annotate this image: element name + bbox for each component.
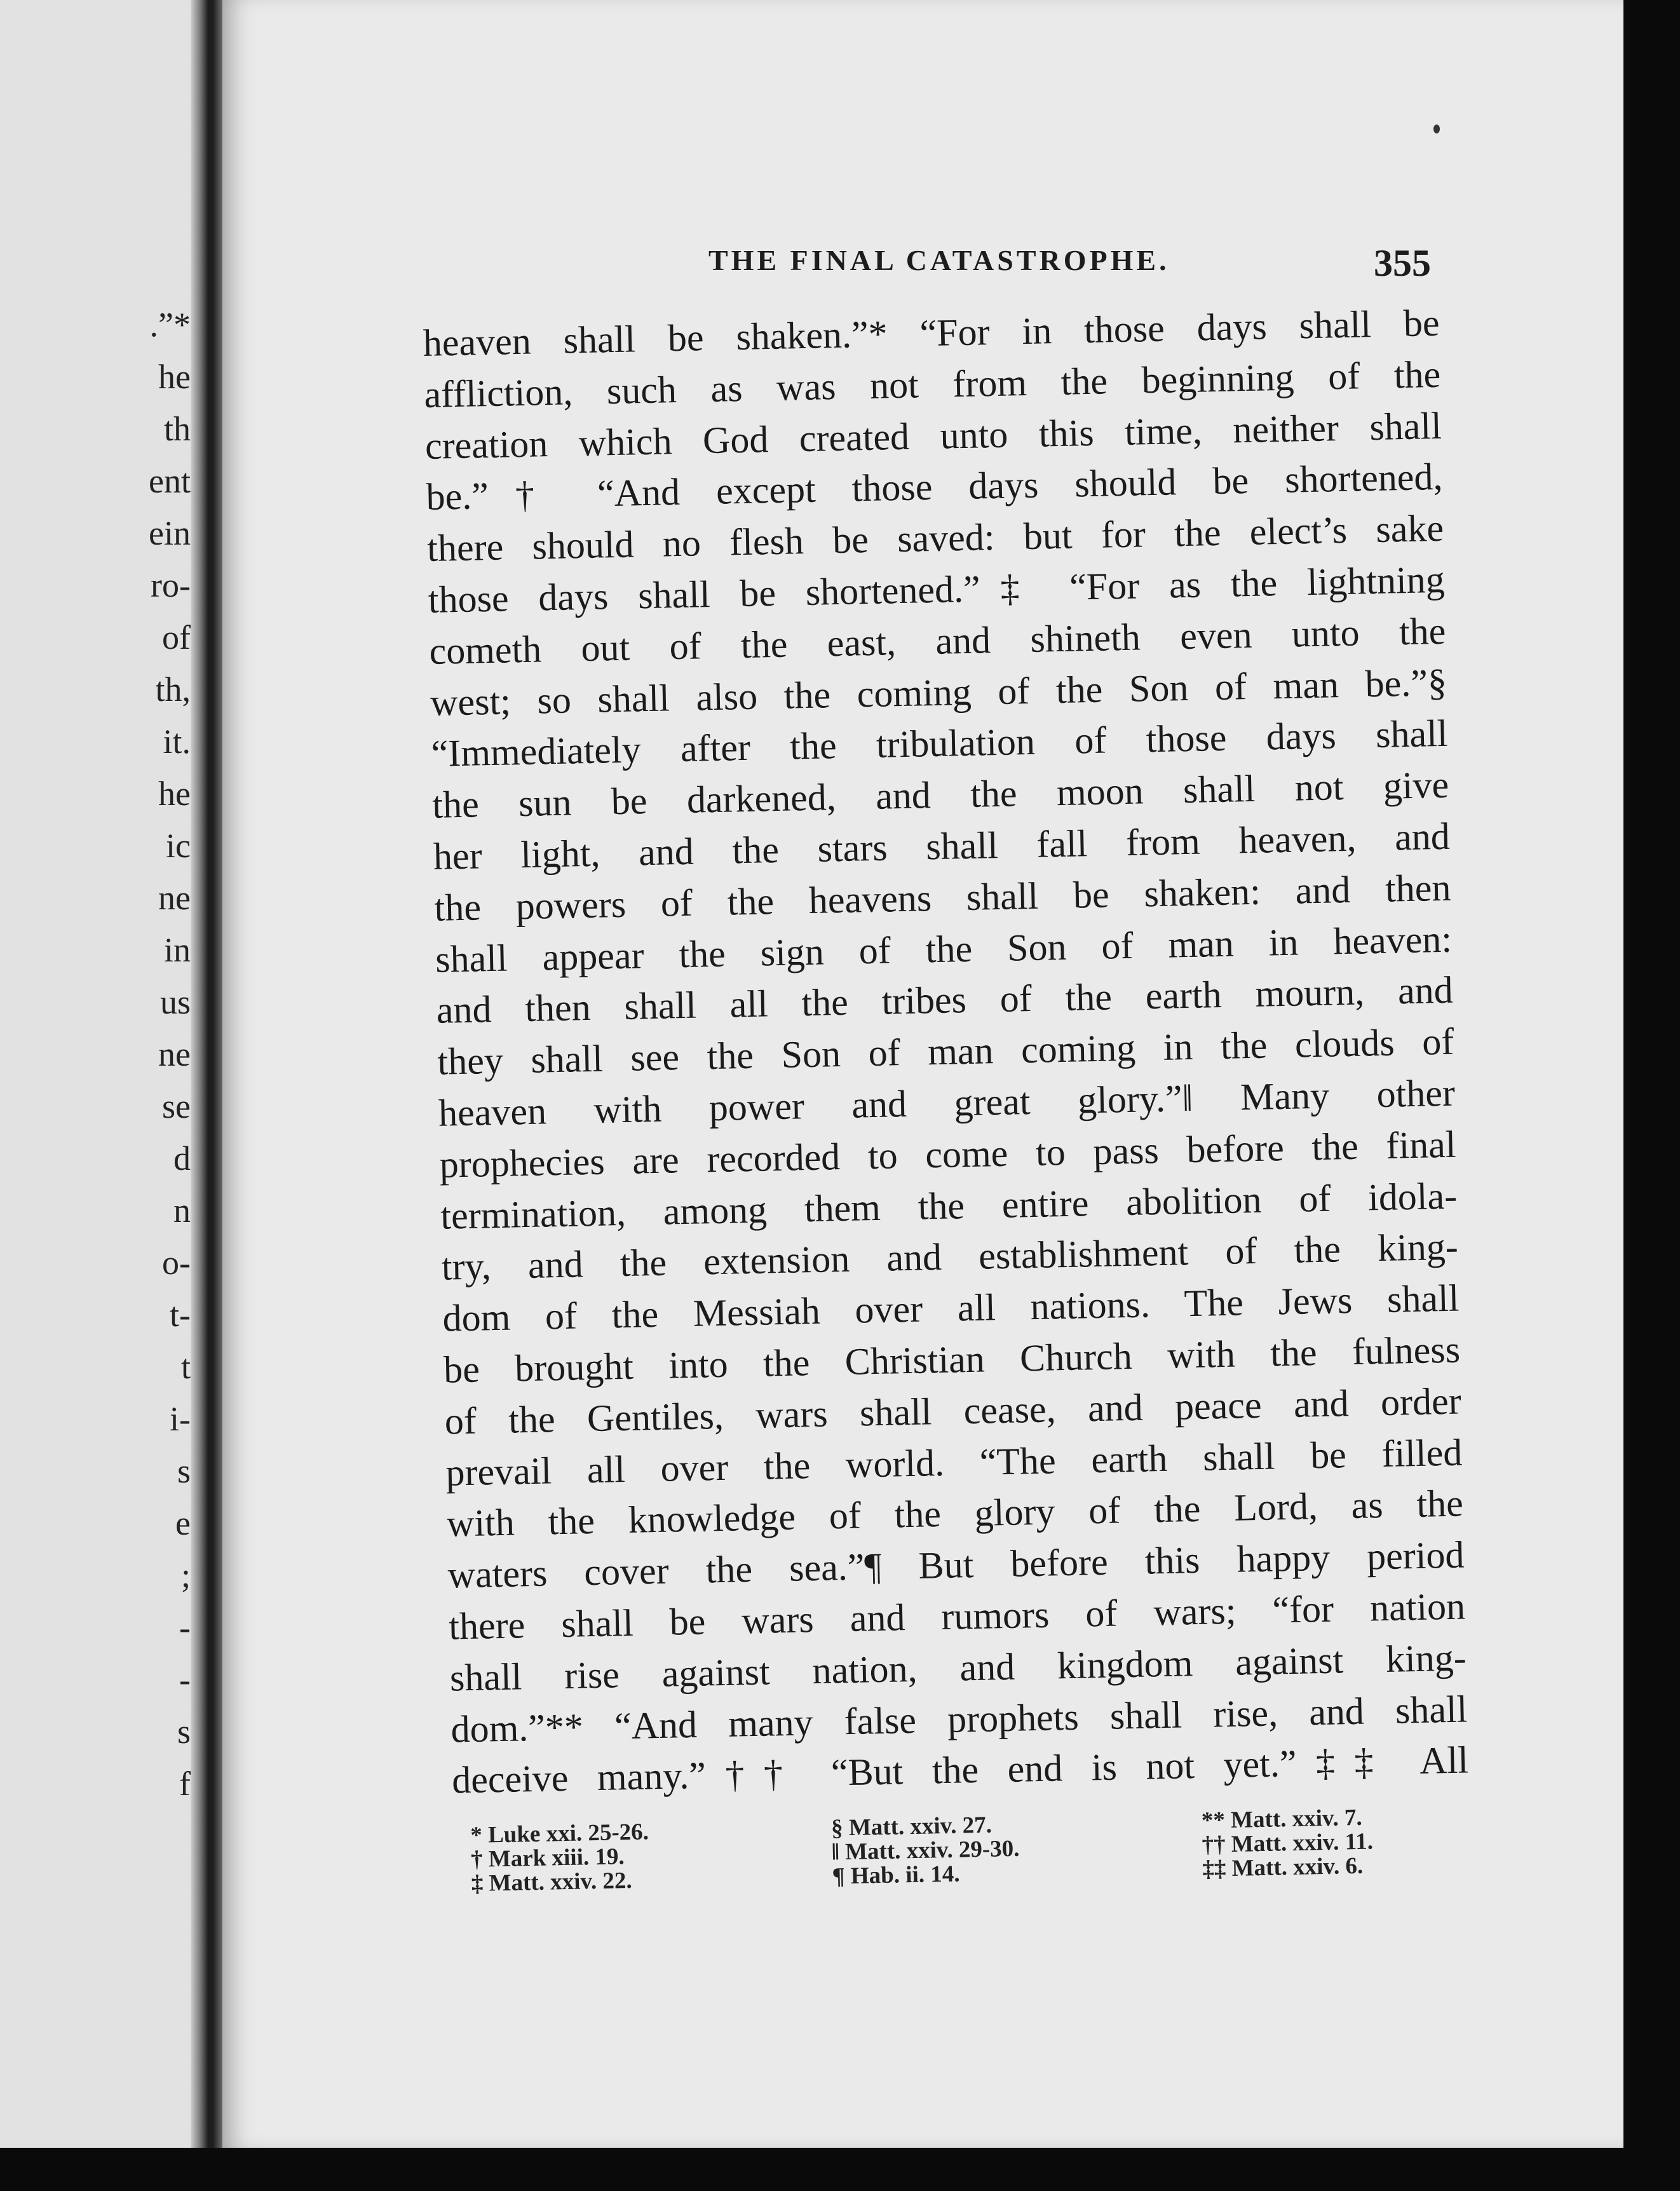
text-line: heaven with power and great glory.”‖ Many other <box>438 1071 1456 1134</box>
footnote: § Matt. xxiv. 27. <box>830 1812 992 1842</box>
page-number: 355 <box>1374 242 1431 284</box>
body-paragraph <box>423 297 1469 1807</box>
edge-fragment: e <box>175 1504 191 1542</box>
edge-fragment: us <box>159 983 191 1021</box>
text-line: dom.”** “And many false prophets shall rise, and shall <box>450 1687 1468 1751</box>
footnote: † Mark xiii. 19. <box>470 1843 625 1873</box>
text-line: of the Gentiles, wars shall cease, and peace and order <box>444 1380 1462 1442</box>
text-line: dom of the Messiah over all nations. The Jews shall <box>442 1277 1460 1340</box>
edge-fragment: i- <box>170 1400 191 1438</box>
text-line: “Immediately after the tribulation of those days shall <box>431 712 1449 775</box>
running-head: THE FINAL CATASTROPHE. <box>708 244 1170 276</box>
text-line: with the knowledge of the glory of the Lord, as the <box>446 1482 1464 1545</box>
text-line: and then shall all the tribes of the earth mourn, and <box>436 969 1454 1032</box>
edge-fragment: o- <box>162 1244 191 1282</box>
edge-fragment: s <box>177 1452 191 1490</box>
edge-fragment: se <box>162 1087 191 1125</box>
edge-fragment: ic <box>166 827 191 865</box>
footnote: ‡‡ Matt. xxiv. 6. <box>1202 1852 1364 1882</box>
facing-page-edge-text <box>0 299 191 1810</box>
edge-fragment: t- <box>170 1296 191 1334</box>
edge-fragment: of <box>162 618 191 656</box>
text-line: shall rise against nation, and kingdom against king- <box>449 1636 1467 1699</box>
footnote: ¶ Hab. ii. 14. <box>832 1861 960 1890</box>
edge-fragment: in <box>163 931 191 969</box>
edge-fragment: f <box>179 1765 191 1803</box>
edge-fragment: ent <box>149 462 191 500</box>
text-line: there shall be wars and rumors of wars; “for nation <box>448 1585 1466 1648</box>
edge-fragment: - <box>179 1660 191 1699</box>
text-line: the sun be darkened, and the moon shall not give <box>431 763 1449 827</box>
text-line: those days shall be shortened.”‡ “For as the lightning <box>428 558 1446 621</box>
text-line: cometh out of the east, and shineth even unto the <box>428 609 1446 672</box>
edge-fragment: n <box>173 1191 191 1230</box>
book-gutter <box>191 0 222 2191</box>
text-line: west; so shall also the coming of the Son of man be.”§ <box>430 661 1447 724</box>
edge-fragment: ein <box>149 514 191 552</box>
edge-fragment: s <box>177 1713 191 1751</box>
footnote: ‖ Matt. xxiv. 29-30. <box>831 1835 1020 1866</box>
text-line: her light, and the stars shall fall from heaven, and <box>433 815 1451 878</box>
scan-border-right <box>1623 0 1680 2191</box>
text-line: waters cover the sea.”¶ But before this happy period <box>447 1533 1465 1596</box>
text-line: be brought into the Christian Church with the fulness <box>443 1328 1461 1391</box>
edge-fragment: he <box>158 775 191 813</box>
text-line: try, and the extension and establishment of the king- <box>441 1225 1459 1289</box>
text-line: there should no flesh be saved: but for the elect’s sake <box>426 507 1444 570</box>
text-line: they shall see the Son of man coming in the clouds of <box>437 1020 1454 1083</box>
footnote-column <box>831 1813 1020 1889</box>
edge-fragment: th, <box>155 670 191 709</box>
edge-fragment: ne <box>158 879 191 917</box>
footnote-column <box>470 1820 650 1896</box>
footnote-column <box>1202 1806 1374 1882</box>
text-line: prophecies are recorded to come to pass before the final <box>439 1123 1457 1186</box>
edge-fragment: - <box>179 1608 191 1646</box>
text-line: affliction, such as was not from the beginning of the <box>423 353 1441 416</box>
text-line: heaven shall be shaken.”* “For in those days shall be <box>423 301 1440 364</box>
edge-fragment: d <box>173 1139 191 1177</box>
footnote: * Luke xxi. 25-26. <box>470 1819 649 1848</box>
dust-speck <box>1433 125 1440 133</box>
text-line: deceive many.”†† “But the end is not yet.”‡‡ All <box>451 1739 1469 1801</box>
facing-page-left <box>0 0 191 2148</box>
text-line: termination, among them the entire abolition of idola- <box>440 1174 1458 1237</box>
edge-fragment: ro- <box>151 566 191 604</box>
text-line: shall appear the sign of the Son of man in heaven: <box>435 918 1453 980</box>
text-line: the powers of the heavens shall be shaken: and then <box>433 866 1451 929</box>
footnote: ** Matt. xxiv. 7. <box>1201 1804 1363 1834</box>
edge-fragment: th <box>163 410 191 448</box>
edge-fragment: .”* <box>149 306 191 344</box>
edge-fragment: ne <box>158 1035 191 1073</box>
text-line: creation which God created unto this time, neither shall <box>424 404 1442 467</box>
footnote: ‡ Matt. xxiv. 22. <box>471 1867 633 1897</box>
edge-fragment: he <box>158 358 191 396</box>
edge-fragment: ; <box>180 1556 191 1594</box>
scan-border-bottom <box>0 2148 1680 2191</box>
edge-fragment: t <box>180 1348 191 1386</box>
footnote: †† Matt. xxiv. 11. <box>1202 1828 1374 1858</box>
text-line: be.”† “And except those days should be shortened, <box>426 456 1444 519</box>
edge-fragment: it. <box>163 722 191 761</box>
text-line: prevail all over the world. “The earth shall be filled <box>445 1431 1463 1494</box>
